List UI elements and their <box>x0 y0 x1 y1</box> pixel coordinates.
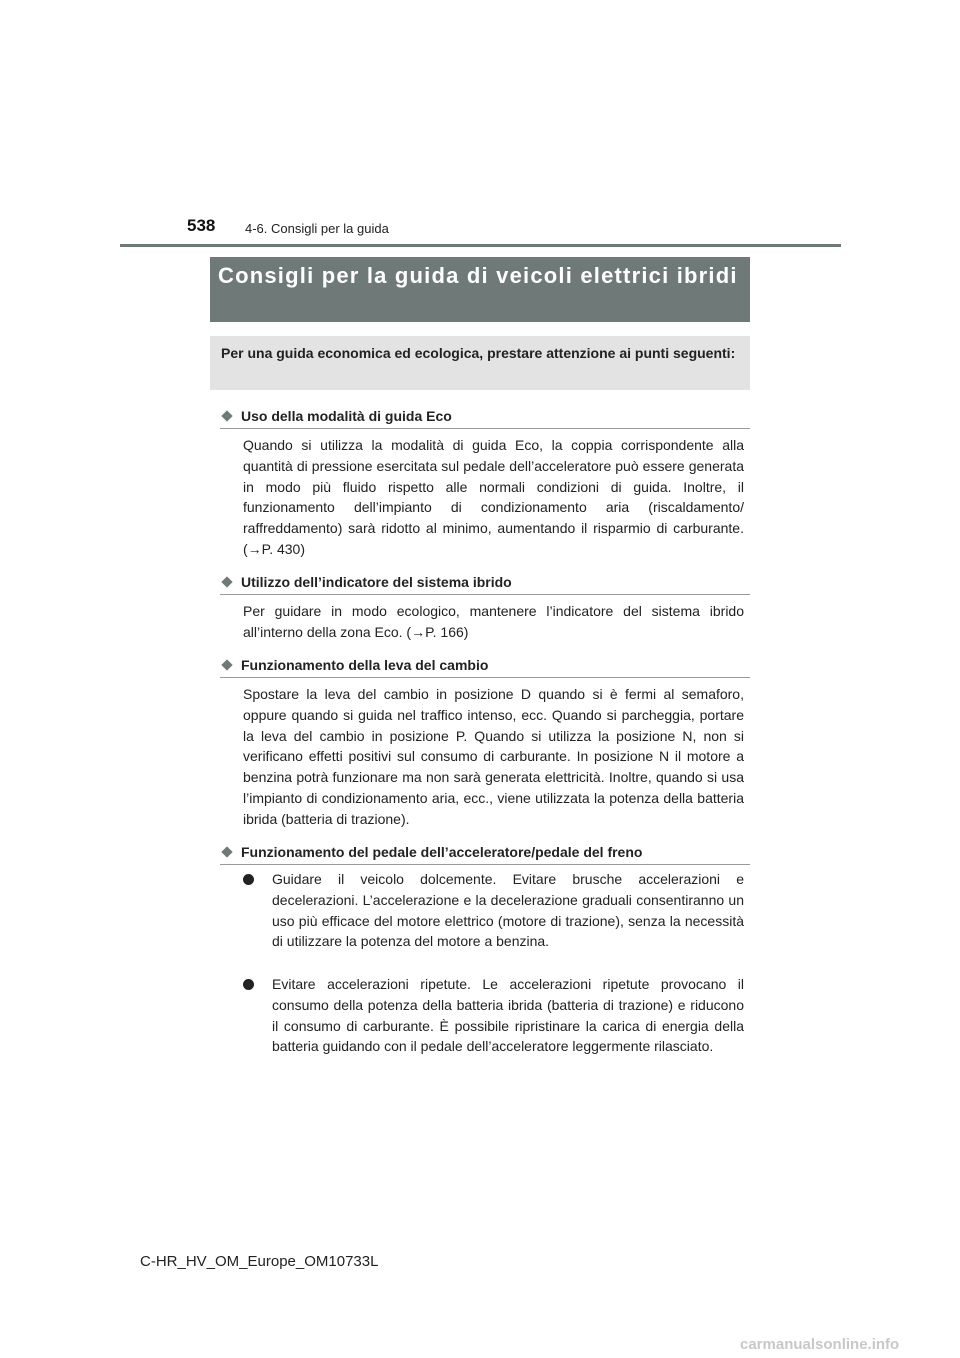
page-title: Consigli per la guida di veicoli elettrici ibridi <box>210 257 750 322</box>
diamond-icon <box>221 577 232 588</box>
diamond-icon <box>221 847 232 858</box>
header-rule <box>120 244 841 247</box>
section-heading-hybrid-indicator <box>220 573 750 595</box>
bullet-text: Guidare il veicolo dolcemente. Evitare brusche accelerazioni e decelerazioni. L’accelerazione e la decelerazione graduali consentiranno un uso più efficace del motore elettrico (motore di trazione), senza la necessità di utilizzare la potenza del motore a benzina. <box>272 871 744 950</box>
page-number: 538 <box>187 216 216 235</box>
section-body-eco-mode: Quando si utilizza la modalità di guida Eco, la coppia corrispondente alla quantità di pressione esercitata sul pedale dell’acceleratore può essere generata in modo più fluido rispetto alle normali condizioni di guida. Inoltre, il funzionamento dell’impianto di condizionamento aria (riscaldamento/ raffreddamento) sarà ridotto al minimo, aumentando il risparmio di carburante. (→P. 430) <box>243 437 744 557</box>
diamond-icon <box>221 660 232 671</box>
section-heading-label: Funzionamento della leva del cambio <box>241 657 489 673</box>
section-heading-label: Uso della modalità di guida Eco <box>241 408 452 424</box>
diamond-icon <box>221 411 232 422</box>
bullet-icon <box>243 979 254 990</box>
section-heading-eco-mode <box>220 407 750 429</box>
bullet-item <box>243 869 744 952</box>
footer-document-code: C-HR_HV_OM_Europe_OM10733L <box>140 1253 379 1270</box>
section-heading-label: Funzionamento del pedale dell’acceleratore/pedale del freno <box>241 844 643 860</box>
section-heading-label: Utilizzo dell’indicatore del sistema ibrido <box>241 574 512 590</box>
watermark: carmanualsonline.info <box>740 1336 900 1353</box>
section-body-shift-lever: Spostare la leva del cambio in posizione D quando si è fermi al semaforo, oppure quando si guida nel traffico intenso, ecc. Quando si parcheggia, portare la leva del cambio in posizione P. Quando si utilizza la posizione N, non si verificano effetti positivi sul consumo di carburante. In posizione N il motore a benzina potrà funzionare ma non sarà generata elettricità. Inoltre, quando si usa l’impianto di condizionamento aria, ecc., viene utilizzata la potenza della batteria ibrida (batteria di trazione). <box>243 686 744 827</box>
section-heading-shift-lever <box>220 656 750 678</box>
section-reference: 4-6. Consigli per la guida <box>245 221 389 236</box>
bullet-text: Evitare accelerazioni ripetute. Le accelerazioni ripetute provocano il consumo della potenza della batteria ibrida (batteria di trazione) e riducono il consumo di carburante. È possibile ripristinare la carica di energia della batteria guidando con il pedale dell’acceleratore leggermente rilasciato. <box>272 976 744 1055</box>
bullet-item <box>243 974 744 1057</box>
section-heading-pedals <box>220 843 750 865</box>
intro-box: Per una guida economica ed ecologica, prestare attenzione ai punti seguenti: <box>210 336 750 390</box>
section-body-hybrid-indicator: Per guidare in modo ecologico, mantenere l’indicatore del sistema ibrido all’interno della zona Eco. (→P. 166) <box>243 603 744 640</box>
bullet-icon <box>243 874 254 885</box>
